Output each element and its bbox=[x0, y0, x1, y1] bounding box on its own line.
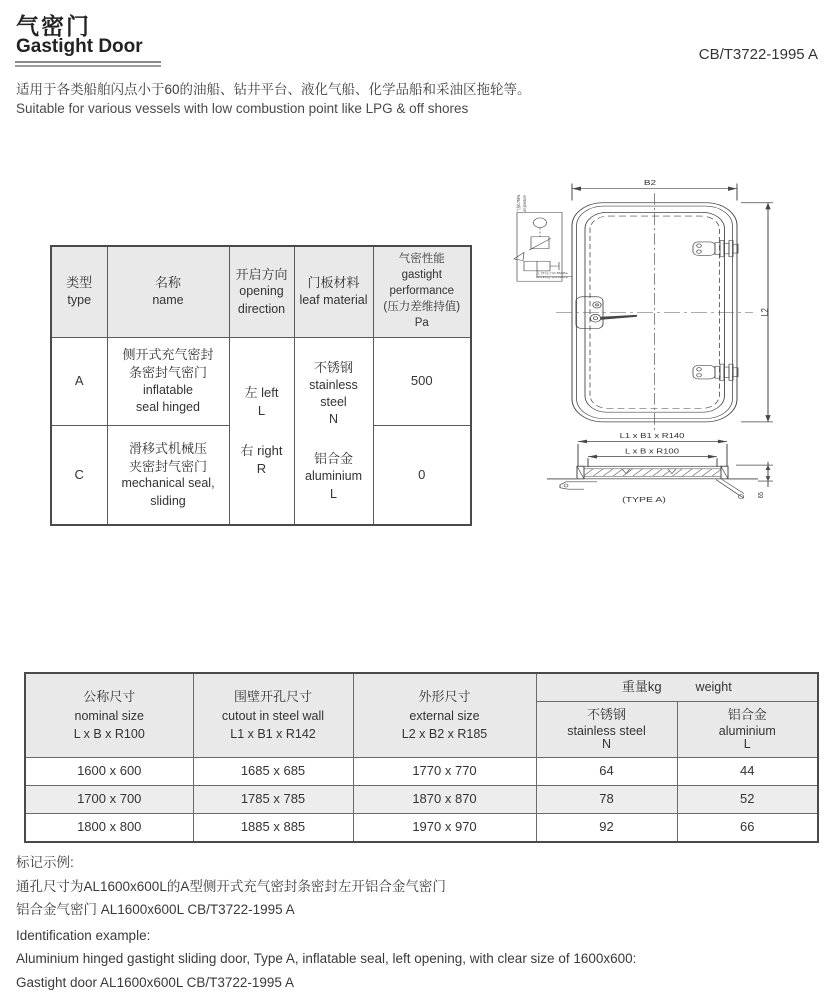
spec-header-direction: 开启方向 opening direction bbox=[229, 246, 294, 337]
weight-steel-cell: 64 bbox=[536, 757, 677, 785]
spec-name-c: 滑移式机械压 夹密封气密门 mechanical seal, sliding bbox=[107, 425, 229, 525]
spec-header-row bbox=[51, 246, 471, 337]
spec-material-options bbox=[294, 337, 373, 525]
spec-header-name: 名称 name bbox=[107, 246, 229, 337]
nominal-size-cell: 1600 x 600 bbox=[25, 757, 193, 785]
spec-header-performance: 气密性能 gastight performance (压力差维持值) Pa bbox=[373, 246, 471, 337]
spec-row-a bbox=[51, 337, 471, 425]
example-title-en: Identification example: bbox=[16, 927, 151, 943]
size-header-nominal: 公称尺寸 nominal size L x B x R100 bbox=[25, 673, 193, 757]
spec-table bbox=[50, 245, 472, 526]
spec-name-a: 侧开式充气密封 条密封气密门 inflatable seal hinged bbox=[107, 337, 229, 425]
pneumatic-schematic bbox=[514, 212, 572, 281]
weight-alu-cell: 66 bbox=[677, 813, 818, 842]
spec-type-c: C bbox=[51, 425, 107, 525]
weight-steel-cell: 92 bbox=[536, 813, 677, 842]
hinge-bottom bbox=[693, 364, 738, 380]
size-header-alu: 铝合金 aluminium L bbox=[677, 701, 818, 757]
section-view bbox=[547, 466, 758, 498]
direction-option-right: 右 right R bbox=[240, 442, 283, 476]
description-zh: 适用于各类船舶闪点小于60的油船、钻井平台、液化气船、化学品船和采油区拖轮等。 bbox=[16, 82, 531, 97]
material-option-steel: 不锈钢 stainless steel N bbox=[309, 359, 358, 427]
description-en: Suitable for various vessels with low combustion point like LPG & off shores bbox=[16, 101, 469, 116]
b2-label: B2 bbox=[643, 178, 657, 187]
type-a-label: (TYPE A) bbox=[622, 495, 666, 504]
size-header-external: 外形尺寸 external size L2 x B2 x R185 bbox=[353, 673, 536, 757]
direction-option-left: 左 left L bbox=[244, 384, 279, 418]
size-table bbox=[24, 672, 819, 843]
size-header-row1 bbox=[25, 673, 818, 701]
example-zh-line2: 铝合金气密门 AL1600x600L CB/T3722-1995 A bbox=[16, 902, 295, 917]
depth-label: 65 bbox=[757, 492, 766, 499]
air-pressure-label-zh: 气源0.7MPa bbox=[516, 194, 522, 212]
weight-alu-cell: 52 bbox=[677, 785, 818, 813]
size-header-steel: 不锈钢 stainless steel N bbox=[536, 701, 677, 757]
working-pressure-label-en: working pressure bbox=[536, 275, 568, 279]
standard-code: CB/T3722-1995 A bbox=[698, 46, 818, 63]
page-title-en: Gastight Door bbox=[16, 36, 143, 57]
l2-label: L2 bbox=[758, 308, 771, 317]
spec-direction-options bbox=[229, 337, 294, 525]
size-header-weight: 重量kg weight bbox=[536, 673, 818, 701]
size-header-cutout: 围壁开孔尺寸 cutout in steel wall L1 x B1 x R142 bbox=[193, 673, 353, 757]
page-title-zh: 气密门 bbox=[16, 13, 91, 39]
spec-header-type: 类型 type bbox=[51, 246, 107, 337]
working-pressure-label-zh: 工作压力0.5MPa bbox=[536, 271, 568, 276]
example-en-line2: Gastight door AL1600x600L CB/T3722-1995 A bbox=[16, 974, 294, 990]
example-en-line1: Aluminium hinged gastight sliding door, Type A, inflatable seal, left opening, with clear size of 1600x600: bbox=[16, 951, 637, 966]
external-size-cell: 1970 x 970 bbox=[353, 813, 536, 842]
spec-header-material: 门板材料 leaf material bbox=[294, 246, 373, 337]
section-dim-inner-label: L x B x R100 bbox=[625, 446, 679, 456]
section-dim-outer-label: L1 x B1 x R140 bbox=[619, 431, 685, 440]
depth-dimension bbox=[736, 462, 773, 487]
nominal-size-cell: 1800 x 800 bbox=[25, 813, 193, 842]
hinge-top bbox=[693, 240, 738, 256]
cutout-size-cell: 1685 x 685 bbox=[193, 757, 353, 785]
weight-steel-cell: 78 bbox=[536, 785, 677, 813]
example-zh-line1: 通孔尺寸为AL1600x600L的A型侧开式充气密封条密封左开铝合金气密门 bbox=[16, 878, 446, 894]
centerlines bbox=[556, 193, 753, 433]
spec-type-a: A bbox=[51, 337, 107, 425]
external-size-cell: 1770 x 770 bbox=[353, 757, 536, 785]
air-pressure-label-en: air pressure bbox=[522, 195, 528, 212]
example-title-zh: 标记示例: bbox=[16, 855, 74, 870]
cutout-size-cell: 1785 x 785 bbox=[193, 785, 353, 813]
spec-performance-c: 0 bbox=[373, 425, 471, 525]
weight-alu-cell: 44 bbox=[677, 757, 818, 785]
door-drawing bbox=[490, 165, 830, 635]
size-row-1700 bbox=[25, 785, 818, 813]
identification-example bbox=[16, 851, 636, 994]
title-underline bbox=[15, 61, 161, 67]
material-option-aluminium: 铝合金 aluminium L bbox=[305, 451, 362, 501]
size-row-1600 bbox=[25, 757, 818, 785]
size-row-1800 bbox=[25, 813, 818, 842]
spec-performance-a: 500 bbox=[373, 337, 471, 425]
cutout-size-cell: 1885 x 885 bbox=[193, 813, 353, 842]
external-size-cell: 1870 x 870 bbox=[353, 785, 536, 813]
nominal-size-cell: 1700 x 700 bbox=[25, 785, 193, 813]
